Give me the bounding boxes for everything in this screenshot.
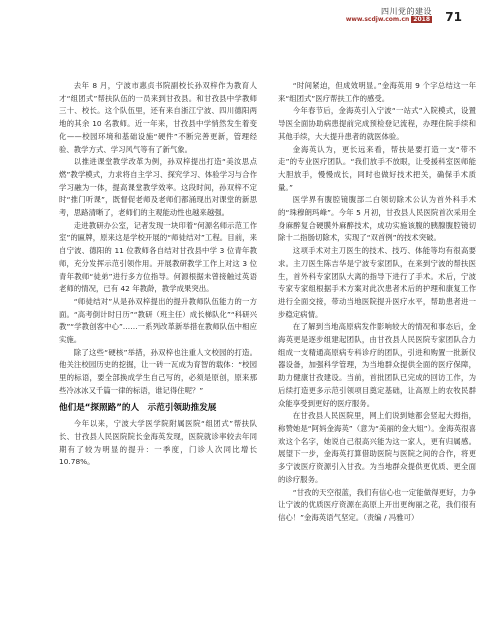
left-column — [59, 80, 257, 469]
paragraph: 这项手术对主刀医生的技术、技巧、体能等均有很高要求。主刀医生陈吉华是宁波专家团队，在来到宁波的帮扶医生，首外科专家团队大离的指导下进行了手术。术后，宁波专家专家组根据手术方案对此次患者术后的护理和康复工作进行全面交接，带动当地医院提升医疗水平，帮助患者进一步稳定病情。 — [278, 246, 476, 319]
website-text: www.scdjw.com.cn — [345, 16, 410, 23]
paragraph: “师徒结对”从是孙双梓提出的提升教师队伍能力的一方面。“高考倒计时日历”“教研（班主任）成长梯队化”“科研兴教”“学教创客中心”……一系列改革新举措在教师队伍中相应实施。 — [59, 296, 257, 345]
paragraph: “甘孜的天空很蓝，我们有信心也一定能做得更好，力争让宁波的优质医疗资源在高原上开出更绚丽之花，我们很有信心！”金海英语气坚定。（责编 / 冯雅可） — [278, 487, 476, 522]
paragraph: 去年 8 月，宁波市惠贞书院副校长孙双梓作为教育人才“组团式”帮扶队伍的一员来到甘孜县。和甘孜县中学教师三十、校长。这个队伍里，还有来自浙江宁波、四川德阳两地的其余 10 名教师。近一年来，甘孜县中学悄然发生着变化——校园环境和基础设施“硬件”不断完善更新，管理经验、教学方式、学习风气等有了新气象。 — [59, 81, 257, 154]
paragraph: 以推进课堂教学改革为例，孙双梓提出打造“美汝思点燃”教学模式，力求将自主学习、探究学习、体验学习与合作学习融为一体，提高课堂教学效率。这段时间，孙双梓不定时“推门听课”，既督促老师及老师们都涌现出对课堂的新思考，思路清晰了，老师们的主观能动性也越来越强。 — [59, 157, 257, 218]
paragraph: 除了这些“硬核”举措，孙双梓也注重人文校园的打造。他关注校园历史的挖掘，让一砖一瓦成为育智的载体：“校园里的标语，要全部换成学生自己写的，必须是原创，原来那些冷冰冰又千篇一律的标语，谁记得住呢？” — [59, 347, 257, 395]
page-number: 71 — [445, 10, 462, 24]
paragraph: 在甘孜县人民医院里，网上们说到她都会竖起大拇指，称赞她是“阿妈金海英”（意为“美丽的金大姐”）。金海英很喜欢这个名字，她说自己很高兴能为这一家人，更有归属感。展望下一步，金海英打算借助医院与医院之间的合作，将更多宁波医疗资源引入甘孜。为当地群众提供更优质、更全面的诊疗服务。 — [278, 411, 476, 484]
right-column — [278, 80, 476, 525]
paragraph: 医学界有腹腔镜腹部二白领切除术公认为首外科手术的“珠穆朗玛峰”。今年 5 月初，甘孜县人民医院首次采用全身麻醉复合硬膜外麻醉技术，成功实施该腹的胰腺腹腔镜切除十二指肠切除术，实现了“双首例”的技术突破。 — [278, 195, 476, 243]
paragraph: 在了解到当地高原病发作影响较大的情况和事态后，金海英更是逐步组建起团队，由甘孜县人民医院专家团队合力组成一支精通高原病专科诊疗的团队，引进和购置一批新仪器设备，加强科学管理，为当地群众提供全面的医疗保障，助力健康甘孜建设。当前，首批团队已完成的回访工作，为后续打造更多示范引领项目奠定基础，让高原上的农牧民群众能享受到更好的医疗服务。 — [278, 322, 476, 408]
magazine-website — [346, 16, 432, 23]
paragraph: 走进教研办公室，记者发现一块印着“何源名师示范工作室”的匾牌，原来这是学校开展的“师徒结对”工程。目前，来自宁波、德阳的 11 位教师各自结对甘孜县中学 3 位青年教师，充分发挥示范引领作用。开展教研教学工作上对这 3 位青年教师“徒弟”进行多方位指导。何源根据未曾接触过英语老师的情况，已有 42 年教龄，教学成果突出。 — [59, 220, 257, 294]
page-header — [0, 0, 496, 28]
magazine-name: 四川党的建设 — [381, 7, 432, 16]
paragraph: 今年春节后，金海英引入宁波“一站式”入院模式，设置导医全面协助病患提前完成预检登记流程，办理住院手续和其他手续，大大提升患者的就医体验。 — [278, 106, 476, 141]
issue-year: 2018 — [413, 16, 430, 23]
paragraph: “时间紧迫，但成效明显。”金海英用 9 个字总结这一年来“组团式”医疗帮扶工作的感受。 — [278, 81, 476, 103]
section-heading: 他们是“探照路”的人 示范引领助推发展 — [59, 402, 217, 413]
paragraph: 今年以来，宁波大学医学院附属医院“组团式”帮扶队长、甘孜县人民医院院长金海英发现，医院就诊率较去年同期有了较为明显的提升：一季度，门诊人次同比增长 10.78%。 — [59, 419, 257, 467]
paragraph: 金海英认为，更长远来看，帮扶是要打造一支“带不走”的专业医疗团队。“我们放手不放眼，让受援科室医师能大胆放手，慢慢成长，同时也做好技术把关，确保手术质量。” — [278, 144, 476, 192]
